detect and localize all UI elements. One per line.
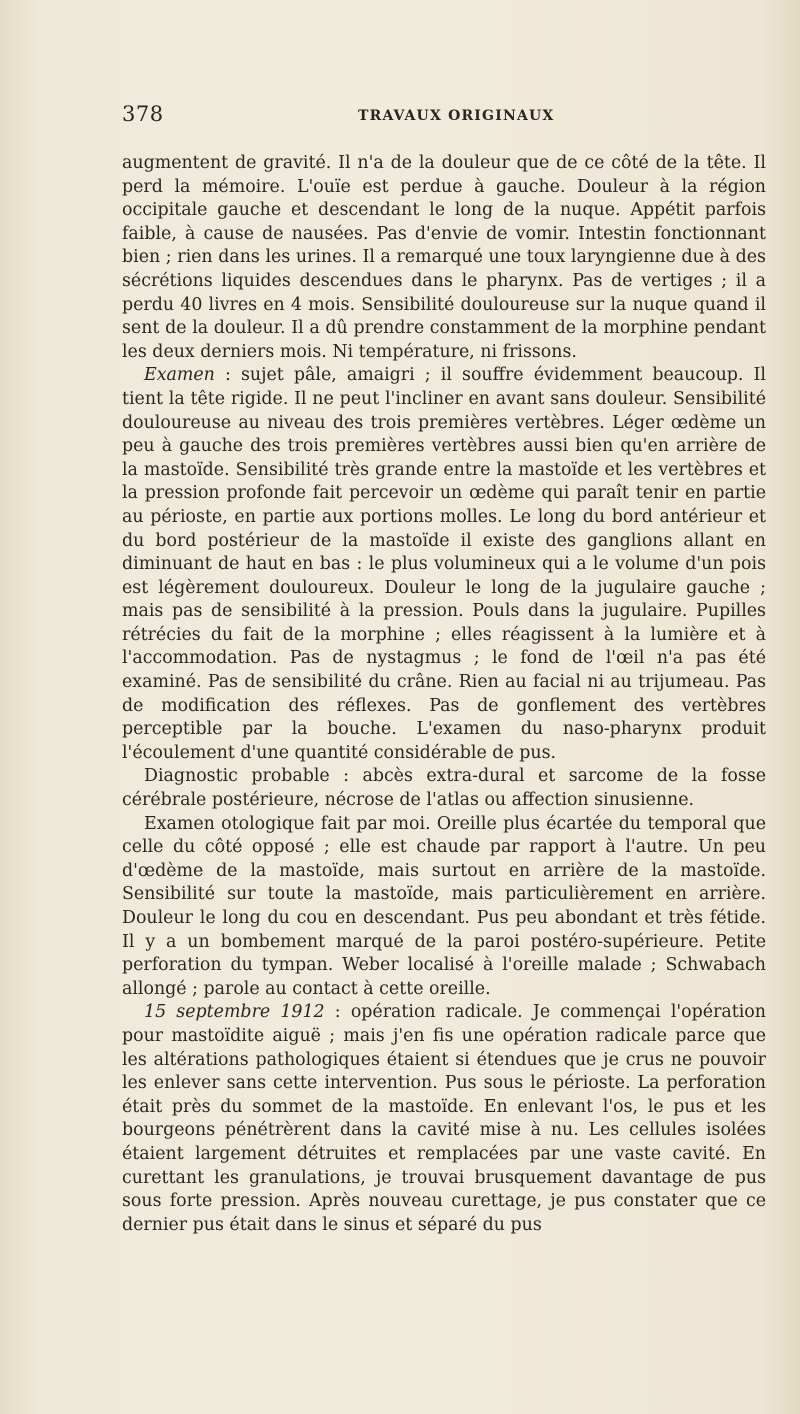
- paragraph-3: Diagnostic probable : abcès extra-dural et sarcome de la fosse cérébrale postérieure, nécrose de l'atlas ou affection sinusienne.: [122, 766, 766, 811]
- paragraph-4: Examen otologique fait par moi. Oreille plus écartée du temporal que celle du côté opposé ; elle est chaude par rapport à l'autre. Un peu d'œdème de la mastoïde, mais surtout en arrière de la mastoïde. Sensibilité sur toute la mastoïde, mais particulièrement en arrière. Douleur le long du cou en descendant. Pus peu abondant et très fétide. Il y a un bombement marqué de la paroi postéro-supérieure. Petite perforation du tympan. Weber localisé à l'oreille malade ; Schwabach allongé ; parole au contact à cette oreille.: [122, 813, 766, 999]
- paragraph-1: augmentent de gravité. Il n'a de la douleur que de ce côté de la tête. Il perd la mémoire. L'ouïe est perdue à gauche. Douleur à la région occipitale gauche et descendant le long de la nuque. Appétit parfois faible, à cause de nausées. Pas d'envie de vomir. Intestin fonctionnant bien ; rien dans les urines. Il a remarqué une toux laryngienne due à des sécrétions liquides descendues dans le pharynx. Pas de vertiges ; il a perdu 40 livres en 4 mois. Sensibilité douloureuse sur la nuque quand il sent de la douleur. Il a dû prendre constamment de la morphine pendant les deux derniers mois. Ni température, ni frissons.: [122, 153, 766, 362]
- paragraph-5-lead: 15 septembre 1912: [144, 1002, 325, 1023]
- paragraph-2-lead: Examen: [144, 365, 215, 386]
- page-header: [122, 102, 762, 132]
- paragraph-5: [122, 1001, 766, 1237]
- paragraph-2: [122, 364, 766, 765]
- body-text: [122, 152, 766, 1237]
- paragraph-5-text: : opération radicale. Je commençai l'opération pour mastoïdite aiguë ; mais j'en fis une opération radicale parce que les altérations pathologiques étaient si étendues que je crus ne pouvoir les enlever sans cette intervention. Pus sous le périoste. La perforation était près du sommet de la mastoïde. En enlevant l'os, le pus et les bourgeons pénétrèrent dans la cavité mise à nu. Les cellules isolées étaient largement détruites et remplacées par une vaste cavité. En curettant les granulations, je trouvai brusquement davantage de pus sous forte pression. Après nouveau curettage, je pus constater que ce dernier pus était dans le sinus et séparé du pus: [122, 1002, 766, 1235]
- running-title: TRAVAUX ORIGINAUX: [358, 108, 555, 124]
- paragraph-2-text: : sujet pâle, amaigri ; il souffre évidemment beaucoup. Il tient la tête rigide. Il ne peut l'incliner en avant sans douleur. Sensibilité douloureuse au niveau des trois premières vertèbres. Léger œdème un peu à gauche des trois premières vertèbres aussi bien qu'en arrière de la mastoïde. Sensibilité très grande entre la mastoïde et les vertèbres et la pression profonde fait percevoir un œdème qui paraît tenir en partie au périoste, en partie aux portions molles. Le long du bord antérieur et du bord postérieur de la mastoïde il existe des ganglions allant en diminuant de haut en bas : le plus volumineux qui a le volume d'un pois est légèrement douloureux. Douleur le long de la jugulaire gauche ; mais pas de sensibilité à la pression. Pouls dans la jugulaire. Pupilles rétrécies du fait de la morphine ; elles réagissent à la lumière et à l'accommodation. Pas de nystagmus ; le fond de l'œil n'a pas été examiné. Pas de sensibilité du crâne. Rien au facial ni au trijumeau. Pas de modification des réflexes. Pas de gonflement des vertèbres perceptible par la bouche. L'examen du naso-pharynx produit l'écoulement d'une quantité considérable de pus.: [122, 365, 766, 763]
- page-number: 378: [122, 102, 164, 126]
